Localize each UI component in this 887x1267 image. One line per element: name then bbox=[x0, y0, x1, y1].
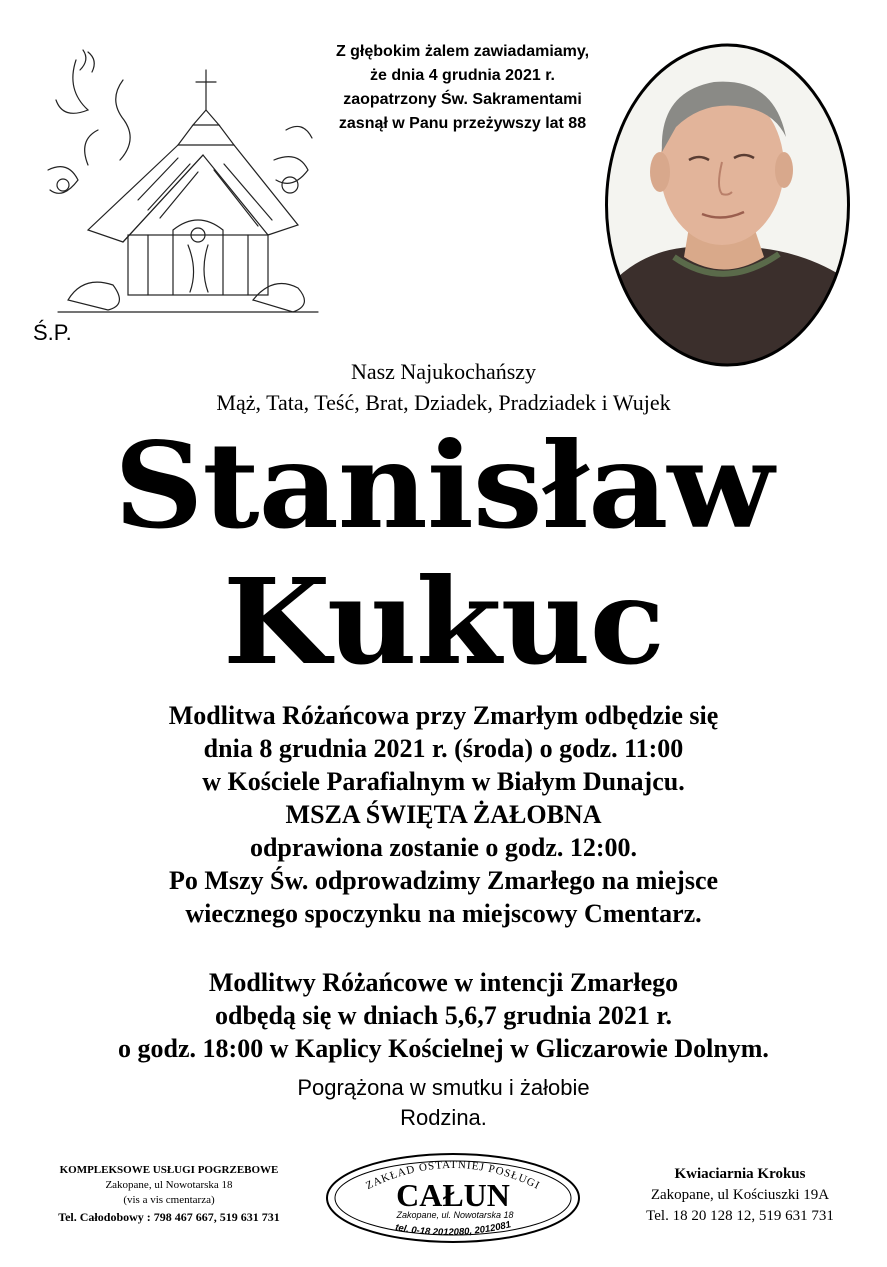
logo-phone: tel. 0-18 2012080, 2012081 bbox=[394, 1219, 513, 1239]
family-signature: Rodzina. bbox=[400, 1105, 487, 1130]
notice-line: że dnia 4 grudnia 2021 r. bbox=[370, 67, 555, 84]
notice-line: zasnął w Panu przeżywszy lat 88 bbox=[338, 115, 587, 132]
intro-line-2: Mąż, Tata, Teść, Brat, Dziadek, Pradziadek i Wujek bbox=[216, 390, 671, 415]
florist-name: Kwiaciarnia Krokus bbox=[674, 1166, 806, 1182]
ceremony-line: MSZA ŚWIĘTA ŻAŁOBNA bbox=[285, 800, 602, 829]
funeral-home-info bbox=[20, 1163, 318, 1225]
death-notice-text bbox=[300, 40, 625, 136]
ceremony-line: w Kościele Parafialnym w Białym Dunajcu. bbox=[202, 767, 685, 796]
chapel-sketch-illustration bbox=[28, 30, 328, 315]
ceremony-line: dnia 8 grudnia 2021 r. (środa) o godz. 11:00 bbox=[203, 734, 684, 763]
svg-text:tel. 0-18 2012080, 2012081 bbox=[394, 1219, 512, 1238]
florist-info bbox=[612, 1164, 868, 1227]
rosary-line: Modlitwy Różańcowe w intencji Zmarłego bbox=[208, 968, 679, 997]
ceremony-line: Modlitwa Różańcowa przy Zmarłym odbędzie się bbox=[168, 701, 719, 730]
ceremony-line: odprawiona zostanie o godz. 12:00. bbox=[249, 833, 638, 862]
notice-line: Z głębokim żalem zawiadamiamy, bbox=[335, 43, 590, 60]
florist-address: Zakopane, ul Kościuszki 19A bbox=[650, 1187, 830, 1203]
logo-arc-text: ZAKŁAD OSTATNIEJ POSŁUGI bbox=[363, 1158, 543, 1193]
funeral-home-phone: Tel. Całodobowy : 798 467 667, 519 631 731 bbox=[58, 1210, 280, 1224]
deceased-last-name: Kukuc bbox=[222, 552, 665, 691]
ceremony-details bbox=[0, 699, 887, 930]
notice-line: zaopatrzony Św. Sakramentami bbox=[343, 91, 582, 108]
funeral-home-note: (vis a vis cmentarza) bbox=[123, 1194, 215, 1206]
portrait-photo bbox=[604, 42, 851, 368]
ceremony-line: wiecznego spoczynku na miejscowy Cmentarz. bbox=[185, 899, 702, 928]
funeral-home-address: Zakopane, ul Nowotarska 18 bbox=[105, 1179, 233, 1191]
logo-address: Zakopane, ul. Nowotarska 18 bbox=[396, 1210, 514, 1220]
rosary-line: o godz. 18:00 w Kaplicy Kościelnej w Gliczarowie Dolnym. bbox=[118, 1034, 769, 1063]
funeral-home-title: KOMPLEKSOWE USŁUGI POGRZEBOWE bbox=[59, 1164, 279, 1176]
calun-logo bbox=[323, 1148, 583, 1244]
rosary-line: odbędą się w dniach 5,6,7 grudnia 2021 r. bbox=[214, 1001, 673, 1030]
intro-line-1: Nasz Najukochańszy bbox=[350, 359, 537, 384]
rosary-details bbox=[0, 966, 887, 1065]
ceremony-line: Po Mszy Św. odprowadzimy Zmarłego na miejsce bbox=[168, 866, 719, 895]
sp-label: Ś.P. bbox=[33, 320, 72, 345]
florist-phone: Tel. 18 20 128 12, 519 631 731 bbox=[646, 1208, 834, 1224]
family-line-1: Pogrążona w smutku i żałobie bbox=[297, 1075, 590, 1100]
logo-brand: CAŁUN bbox=[396, 1177, 510, 1213]
deceased-first-name: Stanisław bbox=[113, 416, 774, 555]
